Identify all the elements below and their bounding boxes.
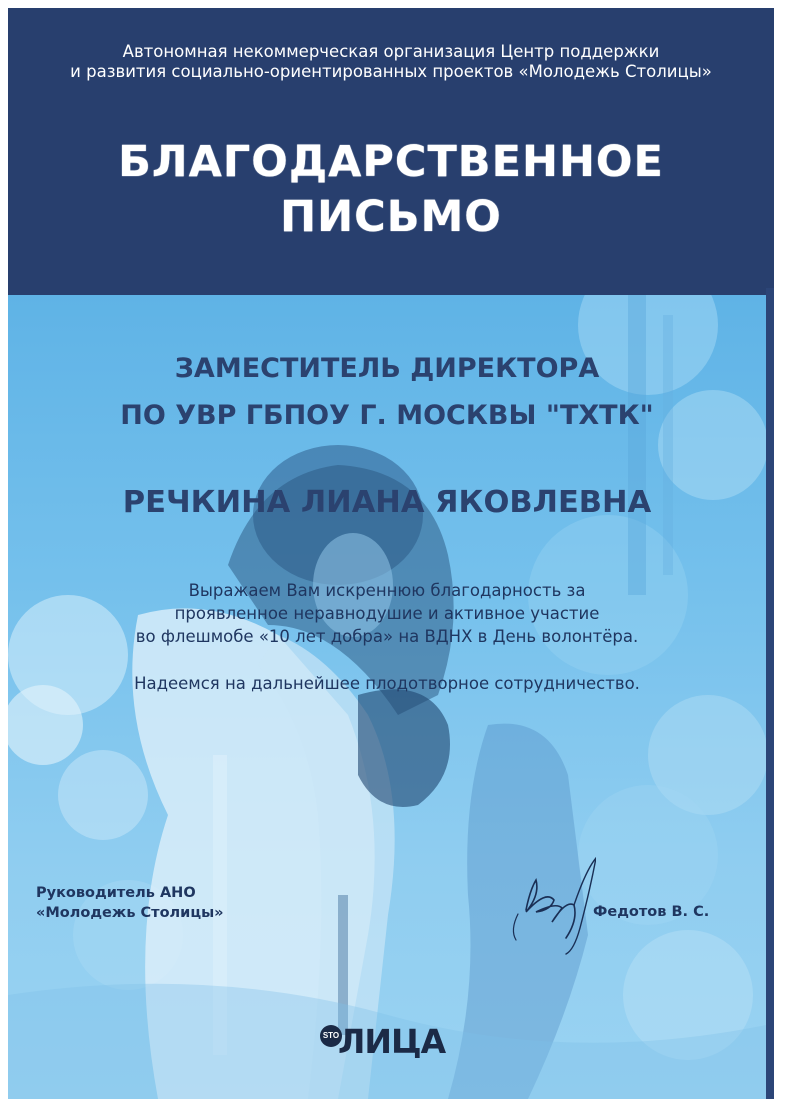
handwritten-signature bbox=[496, 850, 596, 960]
header-band bbox=[8, 8, 774, 295]
organization-name-line-2: и развития социально-ориентированных проектов «Молодежь Столицы» bbox=[70, 62, 712, 81]
signer-role-line-2: «Молодежь Столицы» bbox=[36, 905, 224, 921]
logo-wordmark: ЛИЦА bbox=[338, 1022, 446, 1061]
signer-name: Федотов В. С. bbox=[593, 904, 710, 920]
message-line-1: Выражаем Вам искреннюю благодарность за bbox=[188, 581, 586, 600]
document-title-line-1: БЛАГОДАРСТВЕННОЕ bbox=[118, 137, 664, 187]
message-closing-line: Надеемся на дальнейшее плодотворное сотрудничество. bbox=[134, 674, 640, 693]
message-line-2: проявленное неравнодушие и активное участие bbox=[174, 604, 600, 623]
sto-litsa-logo bbox=[320, 1017, 450, 1065]
recipient-position-line-2: ПО УВР ГБПОУ Г. МОСКВЫ "ТХТК" bbox=[120, 400, 654, 431]
document-title-line-2: ПИСЬМО bbox=[280, 192, 502, 242]
logo-sto-badge: STO bbox=[320, 1025, 342, 1047]
message-line-3: во флешмобе «10 лет добра» на ВДНХ в День волонтёра. bbox=[135, 627, 639, 646]
signer-role-line-1: Руководитель АНО bbox=[36, 885, 196, 901]
recipient-name: РЕЧКИНА ЛИАНА ЯКОВЛЕВНА bbox=[122, 485, 652, 520]
right-frame-border bbox=[766, 288, 774, 1099]
certificate-body bbox=[8, 295, 766, 1099]
organization-name-line-1: Автономная некоммерческая организация Центр поддержки bbox=[122, 42, 660, 61]
recipient-position-line-1: ЗАМЕСТИТЕЛЬ ДИРЕКТОРА bbox=[174, 353, 600, 384]
